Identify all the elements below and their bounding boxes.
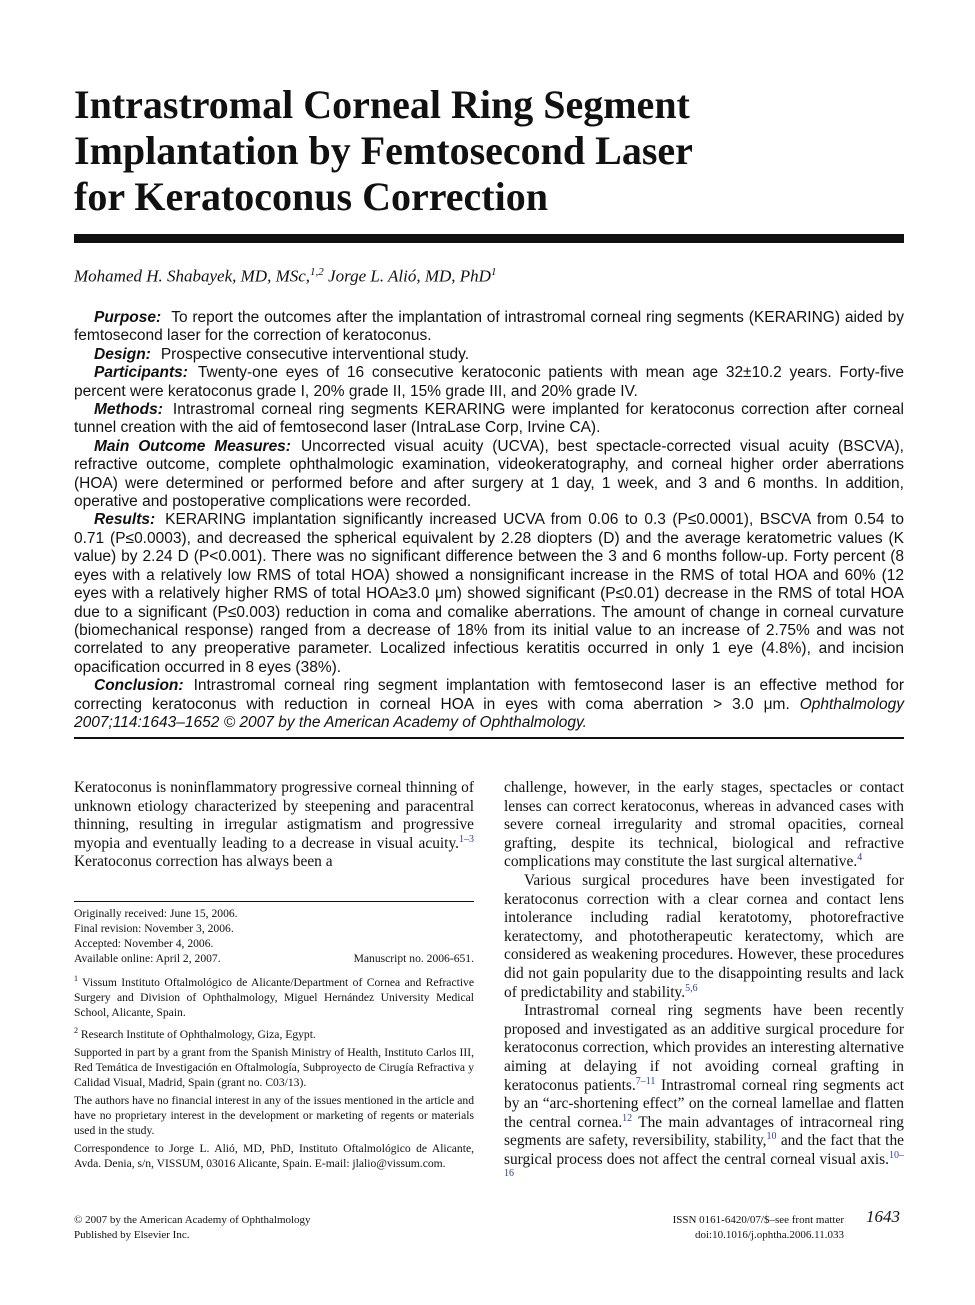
affiliation-marker: 1 xyxy=(74,974,78,983)
author-2: Jorge L. Alió, MD, PhD xyxy=(328,266,491,286)
footnotes xyxy=(74,906,474,1174)
author-list xyxy=(74,266,496,287)
date-accepted: Accepted: November 4, 2006. xyxy=(74,937,214,950)
body-column-left xyxy=(74,779,474,872)
date-received: Originally received: June 15, 2006. xyxy=(74,907,238,920)
abstract-label: Results: xyxy=(94,511,156,529)
body-text: and the fact that the surgical process does not affect the central corneal visual axis. xyxy=(504,1132,904,1168)
author-1-affiliation: 1,2 xyxy=(310,266,324,278)
reference-link[interactable]: 12 xyxy=(622,1112,633,1124)
body-text: The main advantages of intracorneal ring segments are safety, reversibility, stability, xyxy=(504,1113,904,1150)
abstract-participants xyxy=(74,364,904,401)
interest-note: The authors have no financial interest in any of the issues mentioned in the article and have no proprietary interest in the development or marketing of regents or materials used in the study. xyxy=(74,1093,474,1137)
reference-link[interactable]: 5,6 xyxy=(685,982,698,994)
abstract-text: Uncorrected visual acuity (UCVA), best spectacle-corrected visual acuity (BSCVA), refractive outcome, complete ophthalmologic examination, videokeratography, and corneal higher order aberrations (HOA) were determined or performed before and after surgery at 1 day, 1 week, and 3 and 6 months. In addition, operative and postoperative complications were recorded. xyxy=(74,437,904,511)
title-line: for Keratoconus Correction xyxy=(74,174,548,219)
footer-left xyxy=(74,1213,311,1243)
abstract-text: Prospective consecutive interventional study. xyxy=(160,345,469,363)
abstract-label: Main Outcome Measures: xyxy=(94,437,291,455)
page-number: 1643 xyxy=(866,1207,900,1226)
copyright: © 2007 by the American Academy of Ophthalmology xyxy=(74,1214,311,1226)
abstract-label: Design: xyxy=(94,345,151,363)
article-title xyxy=(74,82,904,220)
body-text: challenge, however, in the early stages, spectacles or contact lenses can correct keratoconus, whereas in advanced cases with severe corneal irregularity and stromal opacities, corneal grafting, despite its technical, biological and refractive complications may constitute the last surgical alternative. xyxy=(504,779,904,871)
correspondence-note: Correspondence to Jorge L. Alió, MD, PhD, Instituto Oftalmológico de Alicante, Avda. Denia, s/n, VISSUM, 03016 Alicante, Spain. E-mail: jlalio@vissum.com. xyxy=(74,1141,474,1170)
body-paragraph xyxy=(504,1002,904,1188)
doi: doi:10.1016/j.ophtha.2006.11.033 xyxy=(694,1229,844,1241)
abstract-text: Twenty-one eyes of 16 consecutive keratoconic patients with mean age 32±10.2 years. Forty-five percent were keratoconus grade I, 20% grade II, 15% grade III, and 20% grade IV. xyxy=(74,364,904,400)
body-paragraph xyxy=(74,779,474,872)
abstract-results xyxy=(74,511,904,677)
abstract-rule xyxy=(74,737,904,739)
affiliation-text: Research Institute of Ophthalmology, Giza, Egypt. xyxy=(78,1027,316,1041)
abstract-label: Purpose: xyxy=(94,309,162,326)
reference-link[interactable]: 4 xyxy=(857,852,863,864)
issn: ISSN 0161-6420/07/$–see front matter xyxy=(672,1214,844,1226)
abstract-label: Participants: xyxy=(94,364,188,382)
abstract-text: Intrastromal corneal ring segments KERARING were implanted for keratoconus correction after corneal tunnel creation with the aid of femtosecond laser (IntraLase Corp, Irvine CA). xyxy=(74,401,904,437)
citation: Ophthalmology 2007;114:1643–1652 © 2007 by the American Academy of Ophthalmology. xyxy=(74,695,904,731)
manuscript-number: Manuscript no. 2006-651. xyxy=(353,952,474,965)
footer-right xyxy=(634,1213,904,1243)
title-line: Intrastromal Corneal Ring Segment xyxy=(74,82,690,127)
affiliation-marker: 2 xyxy=(74,1025,78,1035)
author-2-affiliation: 1 xyxy=(490,266,497,278)
reference-link[interactable]: 10 xyxy=(766,1131,777,1143)
body-text: Intrastromal corneal ring segments act by an “arc-shortening effect” on the corneal lamellae and flatten the central cornea. xyxy=(504,1076,905,1131)
date-online-row xyxy=(74,951,474,966)
abstract-text: KERARING implantation significantly increased UCVA from 0.06 to 0.3 (P≤0.0001), BSCVA from 0.54 to 0.71 (P≤0.0003), and decreased the spherical equivalent by 2.28 diopters (D) and the average keratometric values (K value) by 2.24 D (P<0.001). There was no significant difference between the 3 and 6 months follow-up. Forty percent (8 eyes with a relatively low RMS of total HOA) showed a nonsignificant increase in the RMS of total HOA and 60% (12 eyes with a relatively higher RMS of total HOA≥3.0 μm) showed significant (P≤0.01) decrease in the RMS of total HOA due to a significant (P≤0.003) reduction in coma and comalike aberrations. The amount of change in corneal curvature (biomechanical response) ranged from a decrease of 18% from its initial value to an increase of 2.75% and was not correlated to any preoperative parameter. Localized infectious keratitis occurred in only 1 eye (4.8%), and incision opacification occurred in 8 eyes (38%). xyxy=(74,511,904,676)
affiliation-2 xyxy=(74,1023,474,1042)
footnote-rule xyxy=(74,901,474,902)
reference-link[interactable]: 10–16 xyxy=(504,1149,904,1180)
reference-link[interactable]: 1–3 xyxy=(459,833,474,845)
abstract-label: Conclusion: xyxy=(94,677,184,695)
body-text: Keratoconus is noninflammatory progressive corneal thinning of unknown etiology characterized by steepening and paracentral thinning, resulting in irregular astigmatism and progressive myopia and eventually leading to a decrease in visual acuity. xyxy=(74,779,474,852)
date-online: Available online: April 2, 2007. xyxy=(74,952,221,965)
abstract-methods xyxy=(74,401,904,438)
body-paragraph xyxy=(504,779,904,872)
abstract xyxy=(74,309,904,732)
body-text: Keratoconus correction has always been a xyxy=(74,853,333,871)
abstract-conclusion xyxy=(74,677,904,732)
abstract-purpose xyxy=(74,309,904,346)
affiliation-1 xyxy=(74,971,474,1020)
reference-link[interactable]: 7–11 xyxy=(635,1075,656,1087)
abstract-text: To report the outcomes after the implantation of intrastromal corneal ring segments (KERARING) aided by femtosecond laser for the correction of keratoconus. xyxy=(74,309,904,345)
body-paragraph xyxy=(504,872,904,1002)
body-column-right xyxy=(504,779,904,1188)
funding-note: Supported in part by a grant from the Spanish Ministry of Health, Instituto Carlos III, Red Temática de Investigación en Oftalmología, Subproyecto de Cirugía Refractiva y Calidad Visual, Madrid, Spain (grant no. C03/13). xyxy=(74,1045,474,1089)
abstract-outcome xyxy=(74,438,904,512)
affiliation-text: Vissum Instituto Oftalmológico de Alicante/Department of Cornea and Refractive Surgery and Division of Ophthalmology, Miguel Hernández University Medical School, Alicante, Spain. xyxy=(74,975,474,1019)
body-text: Intrastromal corneal ring segments have been recently proposed and investigated as an additive surgical procedure for keratoconus correction, which provides an interesting alternative aiming at delaying if not avoiding corneal grafting in keratoconus patients. xyxy=(504,1002,904,1094)
publisher: Published by Elsevier Inc. xyxy=(74,1229,190,1241)
abstract-text: Intrastromal corneal ring segment implantation with femtosecond laser is an effective method for correcting keratoconus with reduction in corneal HOA in eyes with coma aberration > 3.0 μm. xyxy=(74,677,904,713)
date-revision: Final revision: November 3, 2006. xyxy=(74,922,234,935)
author-1: Mohamed H. Shabayek, MD, MSc, xyxy=(74,266,311,286)
abstract-label: Methods: xyxy=(94,401,163,419)
body-text: Various surgical procedures have been investigated for keratoconus correction with a clear cornea and contact lens intolerance including radial keratotomy, photorefractive keratectomy, and phototherapeutic keratectomy, which are considered as weakening procedures. However, these procedures did not gain popularity due to the disappointing results and lack of predictability and stability. xyxy=(504,871,904,1001)
abstract-design xyxy=(74,346,904,364)
title-rule xyxy=(74,234,904,243)
title-line: Implantation by Femtosecond Laser xyxy=(74,128,693,173)
